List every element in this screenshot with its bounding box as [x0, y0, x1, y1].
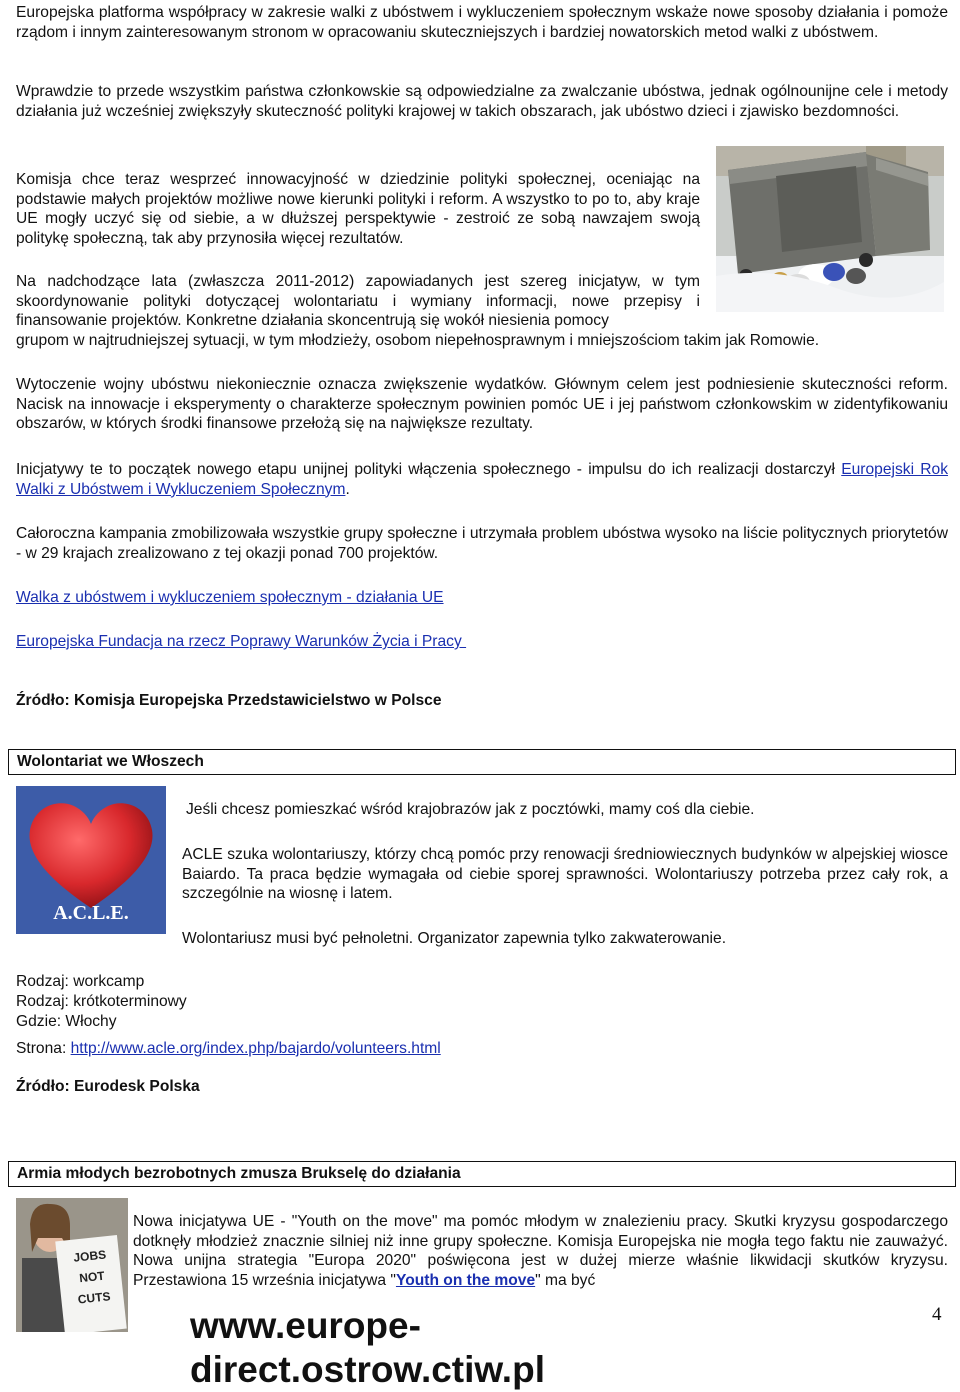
- page-number: 4: [932, 1304, 942, 1325]
- fight-poverty-link[interactable]: Walka z ubóstwem i wykluczeniem społecznym - działania UE: [16, 589, 444, 606]
- trash-bins-image: [716, 146, 944, 312]
- youth-on-the-move-link[interactable]: Youth on the move: [395, 1271, 536, 1289]
- footer-website-url: www.europe-direct.ostrow.ctiw.pl: [190, 1305, 545, 1390]
- paragraph-european-year-text: Inicjatywy te to początek nowego etapu unijnej polityki włączenia społecznego - impulsu do ich realizacji dostarczył: [16, 461, 842, 478]
- paragraph-requirements: Wolontariusz musi być pełnoletni. Organizator zapewnia tylko zakwaterowanie.: [182, 930, 727, 947]
- website-line: [16, 1039, 948, 1059]
- source-commission: Źródło: Komisja Europejska Przedstawicielstwo w Polsce: [16, 692, 442, 709]
- paragraph-european-year: [16, 460, 948, 499]
- protest-sign-line: CUTS: [77, 1289, 112, 1307]
- protest-sign-line: NOT: [78, 1268, 106, 1286]
- eurofound-link[interactable]: Europejska Fundacja na rzecz Poprawy Warunków Życia i Pracy: [16, 633, 467, 650]
- paragraph-platform: Europejska platforma współpracy w zakresie walki z ubóstwem i wykluczeniem społecznym wskaże nowe sposoby działania i pomoże rządom i innym zainteresowanym stronom w opracowaniu skuteczniejszych i bardziej nowatorskich metod walki z ubóstwem.: [16, 4, 948, 41]
- type-workcamp: Rodzaj: workcamp: [16, 973, 145, 990]
- acle-website-link[interactable]: http://www.acle.org/index.php/bajardo/volunteers.html: [70, 1040, 441, 1057]
- paragraph-acle-volunteers: ACLE szuka wolontariuszy, którzy chcą pomóc przy renowacji średniowiecznych budynków w alpejskiej wiosce Baiardo. Ta praca będzie wymagała od ciebie sporej sprawności. Wolontariuszy potrzeba przez cały rok, a szczególnie na wiosnę i latem.: [182, 846, 948, 903]
- protest-sign: [59, 1243, 125, 1312]
- section-heading-volunteering-italy: Wolontariat we Włoszech: [8, 749, 956, 775]
- paragraph-campaign: Całoroczna kampania zmobilizowała wszystkie grupy społeczne i utrzymała problem ubóstwa wysoko na liście politycznych priorytetów - w 29 krajach zrealizowano z tej okazji ponad 700 projektów.: [16, 525, 948, 562]
- acle-logo-text: A.C.L.E.: [53, 902, 129, 924]
- paragraph-youth-on-the-move: [133, 1212, 948, 1290]
- paragraph-european-year-end: .: [345, 480, 350, 498]
- website-label: Strona:: [16, 1040, 71, 1057]
- section-heading-youth-unemployment: Armia młodych bezrobotnych zmusza Brukselę do działania: [8, 1161, 956, 1187]
- european-year-link[interactable]: Europejski Rok Walki z Ubóstwem i Wykluczeniem Społecznym: [16, 461, 949, 498]
- paragraph-member-states: Wprawdzie to przede wszystkim państwa członkowskie są odpowiedzialne za zwalczanie ubóstwa, jednak ogólnounijne cele i metody działania już wcześniej zwiększyły skuteczność polityki krajowej w takich obszarach, jak ubóstwo dzieci i zjawisko bezdomności.: [16, 83, 948, 120]
- paragraph-initiatives-b: grupom w najtrudniejszej sytuacji, w tym młodzieży, osobom niepełnosprawnym i mniejszościom takim jak Romowie.: [16, 332, 820, 349]
- paragraph-postcard: Jeśli chcesz pomieszkać wśród krajobrazów jak z pocztówki, mamy coś dla ciebie.: [186, 801, 755, 818]
- photo-protester: [16, 1198, 128, 1332]
- paragraph-innovation: Komisja chce teraz wesprzeć innowacyjność w dziedzinie polityki społecznej, oceniając na podstawie małych projektów możliwe nowe kierunki polityki i reform. A wszystko to po to, aby kraje UE mogły uczyć się od siebie, a w dłuższej perspektywie - zestroić ze sobą nawzajem swoją politykę społeczną, tak aby przynosiła więcej rezultatów.: [16, 171, 700, 247]
- paragraph-war-on-poverty: Wytoczenie wojny ubóstwu niekoniecznie oznacza zwiększenie wydatków. Głównym celem jest podniesienie skuteczności reform. Nacisk na innowacje i eksperymenty o charakterze społecznym powinien pomóc UE i jej państwom członkowskim w zidentyfikowaniu obszarów, w których środki finansowe przełożą się na największe rezultaty.: [16, 376, 948, 433]
- photo-trash-bins: [716, 146, 944, 312]
- protest-sign-line: JOBS: [72, 1247, 107, 1265]
- type-short-term: Rodzaj: krótkoterminowy: [16, 993, 187, 1010]
- source-eurodesk: Źródło: Eurodesk Polska: [16, 1078, 200, 1095]
- paragraph-youth-text: Nowa inicjatywa UE - "Youth on the move" ma pomóc młodym w znalezieniu pracy. Skutki kryzysu gospodarczego dotknęły młodzież znacznie silniej niż inne grupy społeczne. Komisja Europejska nie mogła tego faktu nie zauważyć. Nowa unijna strategia "Europa 2020" poświęcona jest w dużej mierze właśnie likwidacji skutków kryzysu. Przestawiona 15 września inicjatywa ": [133, 1213, 948, 1289]
- link-eurofound-paragraph: [16, 632, 948, 652]
- location-italy: Gdzie: Włochy: [16, 1013, 117, 1030]
- paragraph-youth-end: " ma być: [535, 1271, 596, 1289]
- paragraph-initiatives-a: Na nadchodzące lata (zwłaszcza 2011-2012) zapowiadanych jest szereg inicjatyw, w tym skoordynowanie polityki dotyczącej wolontariatu i wymiany informacji, nowe przepisy i finansowanie projektów. Konkretne działania skoncentrują się wokół niesienia pomocy: [16, 273, 700, 330]
- link-fight-poverty-paragraph: [16, 588, 948, 608]
- acle-logo: [16, 786, 166, 934]
